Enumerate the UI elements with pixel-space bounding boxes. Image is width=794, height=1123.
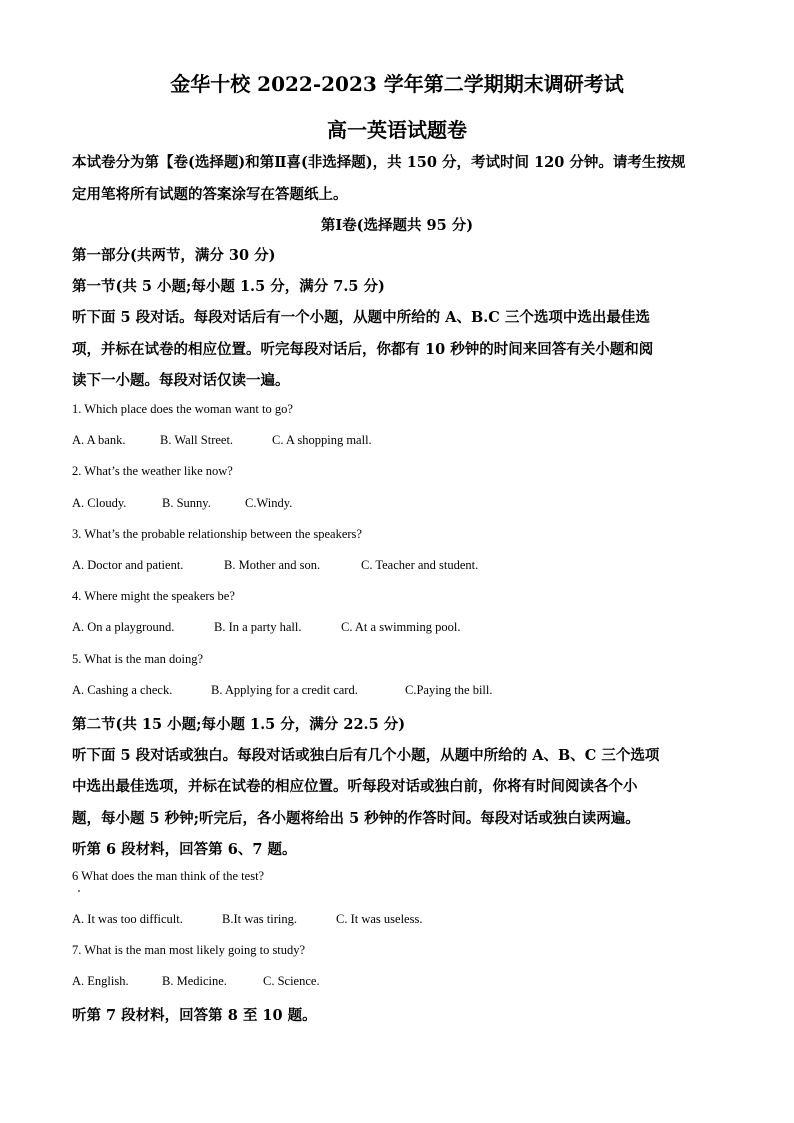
exam-subtitle: 高一英语试题卷 [327, 118, 467, 142]
question-2-option-c: C.Windy. [245, 496, 293, 510]
exam-title: 金华十校 2022-2023 学年第二学期期末调研考试 [170, 72, 624, 96]
material-7-heading: 听第 7 段材料，回答第 8 至 10 题。 [72, 1007, 317, 1024]
section1-instruction-3: 读下一小题。每段对话仅读一遍。 [72, 372, 290, 389]
section2-instruction-1: 听下面 5 段对话或独白。每段对话或独白后有几个小题，从题中所给的 A、B、C 三个选项 [72, 747, 660, 764]
section1-instruction-2: 项，并标在试卷的相应位置。听完每段对话后，你都有 10 秒钟的时间来回答有关小题和阅 [72, 341, 654, 358]
question-1-option-b: B. Wall Street. [160, 433, 234, 447]
question-4-option-a: A. On a playground. [72, 620, 175, 634]
question-4-stem: 4. Where might the speakers be? [72, 589, 235, 603]
section2-instruction-3: 题，每小题 5 秒钟;听完后，各小题将给出 5 秒钟的作答时间。每段对话或独白读两遍。 [72, 810, 640, 827]
question-6-option-c: C. It was useless. [336, 912, 423, 926]
question-3-stem: 3. What’s the probable relationship between the speakers? [72, 527, 362, 541]
question-2-option-b: B. Sunny. [162, 496, 211, 510]
question-6-option-a: A. It was too difficult. [72, 912, 183, 926]
part1-heading: 第一部分(共两节，满分 30 分) [72, 247, 276, 264]
intro-line-1: 本试卷分为第【卷(选择题)和第Ⅱ喜(非选择题)，共 150 分，考试时间 120 分钟。请考生按规 [72, 154, 686, 171]
section2-instruction-2: 中选出最佳选项，并标在试卷的相应位置。听每段对话或独白前，你将有时间阅读各个小 [72, 778, 638, 795]
question-5-option-c: C.Paying the bill. [405, 683, 493, 697]
question-7-option-a: A. English. [72, 974, 129, 988]
question-2-option-a: A. Cloudy. [72, 496, 127, 510]
question-5-option-b: B. Applying for a credit card. [211, 683, 358, 697]
question-3-option-a: A. Doctor and patient. [72, 558, 184, 572]
question-7-option-b: B. Medicine. [162, 974, 227, 988]
question-5-stem: 5. What is the man doing? [72, 652, 203, 666]
intro-line-2: 定用笔将所有试题的答案涂写在答题纸上。 [72, 186, 348, 203]
question-6-option-b: B.It was tiring. [222, 912, 297, 926]
volume1-heading: 第Ⅰ卷(选择题共 95 分) [320, 217, 474, 234]
section1-heading: 第一节(共 5 小题;每小题 1.5 分，满分 7.5 分) [72, 278, 385, 295]
question-1-stem: 1. Which place does the woman want to go? [72, 402, 293, 416]
section2-heading: 第二节(共 15 小题;每小题 1.5 分，满分 22.5 分) [72, 716, 406, 733]
question-5-option-a: A. Cashing a check. [72, 683, 173, 697]
question-4-option-b: B. In a party hall. [214, 620, 302, 634]
question-1-option-c: C. A shopping mall. [272, 433, 372, 447]
question-4-option-c: C. At a swimming pool. [341, 620, 461, 634]
stray-dot [78, 890, 80, 892]
question-6-stem: 6 What does the man think of the test? [72, 869, 265, 883]
question-2-stem: 2. What’s the weather like now? [72, 464, 233, 478]
question-1-option-a: A. A bank. [72, 433, 126, 447]
question-3-option-b: B. Mother and son. [224, 558, 321, 572]
question-3-option-c: C. Teacher and student. [361, 558, 479, 572]
section1-instruction-1: 听下面 5 段对话。每段对话后有一个小题，从题中所给的 A、B.C 三个选项中选出最佳选 [72, 309, 650, 326]
material-6-heading: 听第 6 段材料，回答第 6、7 题。 [72, 841, 297, 858]
question-7-option-c: C. Science. [263, 974, 320, 988]
question-7-stem: 7. What is the man most likely going to study? [72, 943, 306, 957]
